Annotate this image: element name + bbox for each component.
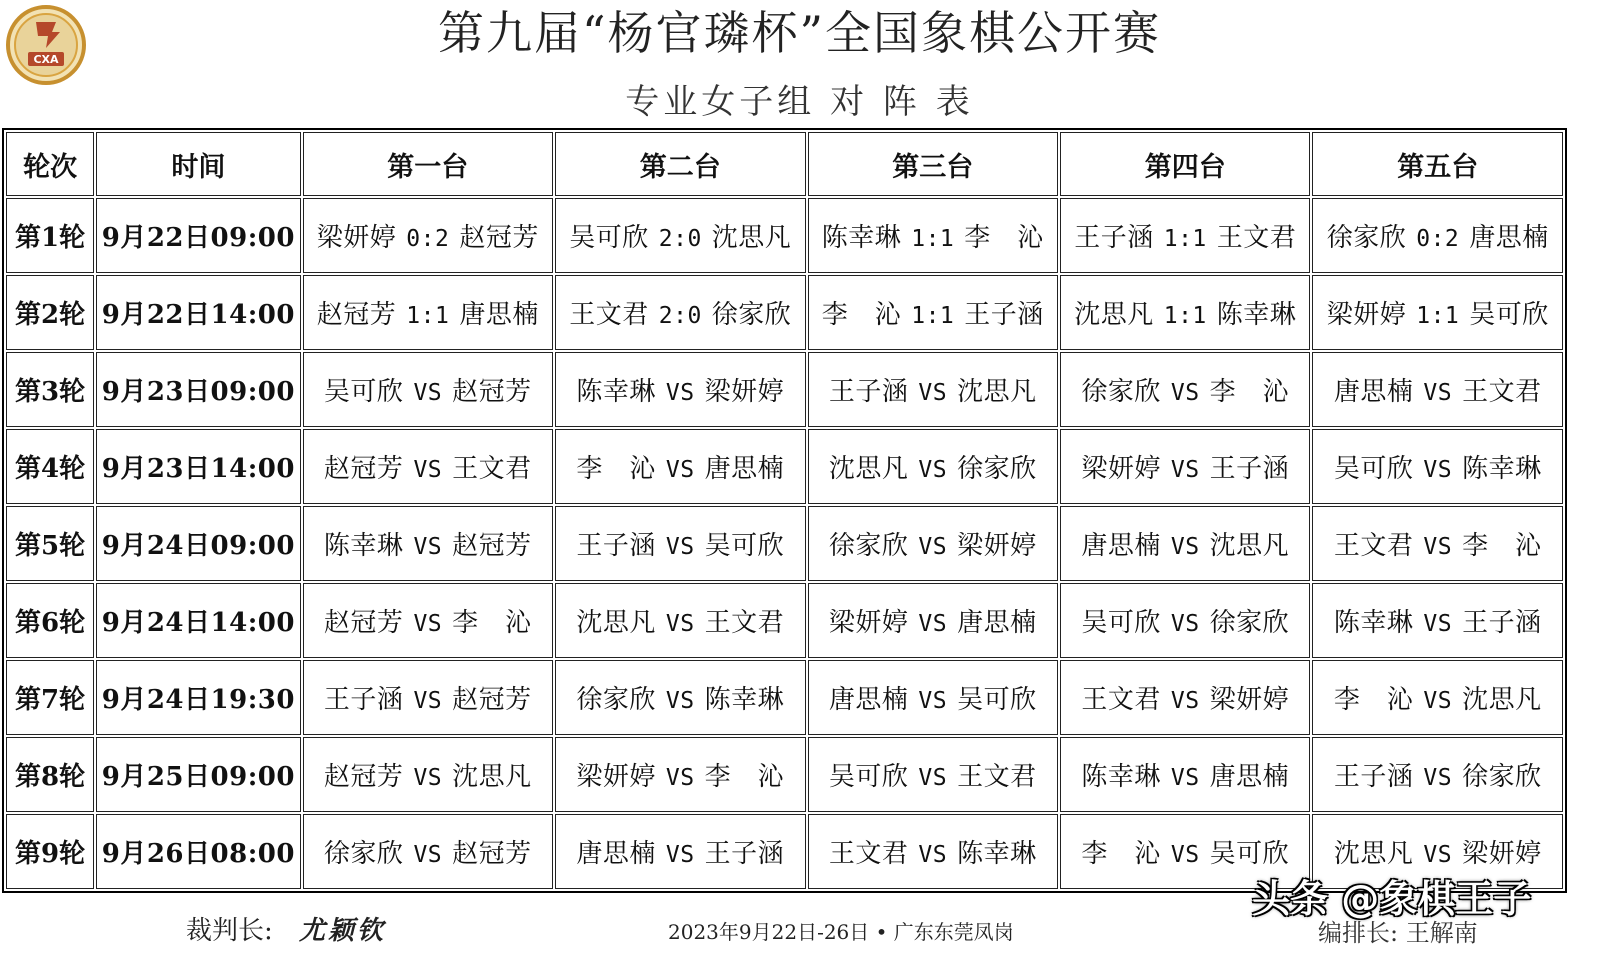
- match-score: VS: [1170, 842, 1200, 868]
- round-cell: 第7轮: [6, 660, 94, 735]
- player-b: 赵冠芳: [452, 377, 532, 407]
- player-b: 唐思楠: [1469, 223, 1549, 253]
- player-b: 沈思凡: [1209, 531, 1290, 561]
- round-cell: 第1轮: [6, 198, 94, 273]
- player-a: 王文君: [1081, 685, 1161, 715]
- match-cell: [1060, 660, 1310, 735]
- match-cell: [1312, 352, 1563, 427]
- match-score: VS: [413, 534, 443, 560]
- player-a: 李 沁: [821, 300, 902, 330]
- player-a: 徐家欣: [1326, 223, 1407, 253]
- match-score: VS: [918, 457, 948, 483]
- match-score: VS: [918, 688, 948, 714]
- match-score: 1:1: [911, 226, 955, 252]
- svg-text:CXA: CXA: [33, 53, 59, 66]
- player-b: 陈幸琳: [1216, 300, 1297, 330]
- match-cell: [555, 583, 805, 658]
- match-cell: [808, 352, 1058, 427]
- chief-referee-name: 尤颖钦: [299, 916, 387, 946]
- match-score: VS: [413, 765, 443, 791]
- player-b: 李 沁: [704, 762, 785, 792]
- match-score: VS: [413, 457, 443, 483]
- match-cell: [1312, 583, 1563, 658]
- table-row: [6, 352, 1563, 427]
- player-a: 梁妍婷: [1081, 454, 1161, 484]
- player-b: 赵冠芳: [452, 839, 532, 869]
- player-b: 唐思楠: [957, 608, 1037, 638]
- round-cell: 第6轮: [6, 583, 94, 658]
- match-cell: [1312, 275, 1563, 350]
- player-b: 李 沁: [452, 608, 532, 638]
- match-score: VS: [1170, 534, 1200, 560]
- match-score: VS: [413, 380, 443, 406]
- time-cell: 9月25日09:00: [96, 737, 300, 812]
- player-a: 陈幸琳: [821, 223, 902, 253]
- match-score: 1:1: [1163, 226, 1207, 252]
- match-cell: [1312, 198, 1563, 273]
- match-cell: [555, 814, 805, 889]
- player-b: 王子涵: [1462, 608, 1542, 638]
- header-round: 轮次: [6, 132, 94, 196]
- player-a: 唐思楠: [1081, 531, 1161, 561]
- player-a: 赵冠芳: [323, 454, 404, 484]
- player-a: 吴可欣: [1333, 454, 1414, 484]
- player-a: 陈幸琳: [323, 531, 404, 561]
- player-a: 陈幸琳: [1333, 608, 1414, 638]
- player-a: 吴可欣: [828, 762, 909, 792]
- match-cell: [1060, 429, 1310, 504]
- match-cell: [1060, 506, 1310, 581]
- match-score: VS: [1170, 380, 1200, 406]
- match-score: VS: [1170, 611, 1200, 637]
- time-cell: 9月23日09:00: [96, 352, 300, 427]
- player-a: 陈幸琳: [576, 377, 656, 407]
- player-a: 梁妍婷: [316, 223, 397, 253]
- match-cell: [1312, 737, 1563, 812]
- match-score: VS: [1423, 688, 1453, 714]
- match-cell: [303, 429, 553, 504]
- player-b: 沈思凡: [711, 223, 792, 253]
- player-b: 赵冠芳: [452, 531, 532, 561]
- player-b: 王子涵: [704, 839, 785, 869]
- match-cell: [303, 352, 553, 427]
- match-score: 0:2: [1416, 226, 1460, 252]
- header-board-2: 第二台: [555, 132, 805, 196]
- match-score: VS: [918, 611, 948, 637]
- time-cell: 9月24日19:30: [96, 660, 300, 735]
- match-cell: [1312, 429, 1563, 504]
- round-cell: 第9轮: [6, 814, 94, 889]
- time-cell: 9月26日08:00: [96, 814, 300, 889]
- match-cell: [808, 198, 1058, 273]
- match-cell: [1060, 275, 1310, 350]
- time-cell: 9月24日14:00: [96, 583, 300, 658]
- match-score: VS: [1170, 765, 1200, 791]
- round-cell: 第2轮: [6, 275, 94, 350]
- match-cell: [808, 429, 1058, 504]
- match-cell: [1312, 660, 1563, 735]
- player-b: 徐家欣: [1209, 608, 1290, 638]
- table-header-row: [6, 132, 1563, 196]
- player-b: 王文君: [704, 608, 785, 638]
- round-cell: 第5轮: [6, 506, 94, 581]
- player-b: 李 沁: [964, 223, 1044, 253]
- player-b: 陈幸琳: [957, 839, 1037, 869]
- match-cell: [303, 198, 553, 273]
- match-score: VS: [665, 380, 695, 406]
- player-a: 王文君: [569, 300, 649, 330]
- page-subtitle: 专业女子组 对 阵 表: [625, 82, 974, 122]
- player-a: 梁妍婷: [1326, 300, 1407, 330]
- player-b: 王子涵: [964, 300, 1044, 330]
- match-cell: [808, 814, 1058, 889]
- match-cell: [808, 737, 1058, 812]
- page-title: 第九届“杨官璘杯”全国象棋公开赛: [437, 6, 1162, 60]
- player-a: 沈思凡: [1333, 839, 1414, 869]
- player-b: 赵冠芳: [459, 223, 539, 253]
- header-board-3: 第三台: [808, 132, 1058, 196]
- player-a: 沈思凡: [828, 454, 909, 484]
- match-score: VS: [1423, 380, 1453, 406]
- player-b: 徐家欣: [711, 300, 792, 330]
- table-row: [6, 429, 1563, 504]
- match-score: 2:0: [658, 303, 702, 329]
- date-place: 2023年9月22日-26日 • 广东东莞凤岗: [668, 920, 1014, 944]
- player-b: 王文君: [1462, 377, 1542, 407]
- match-cell: [808, 660, 1058, 735]
- match-cell: [303, 814, 553, 889]
- time-cell: 9月23日14:00: [96, 429, 300, 504]
- match-cell: [808, 275, 1058, 350]
- match-score: VS: [665, 688, 695, 714]
- match-score: VS: [918, 380, 948, 406]
- chief-referee: [186, 910, 386, 947]
- player-b: 梁妍婷: [1209, 685, 1290, 715]
- player-a: 徐家欣: [323, 839, 404, 869]
- table-row: [6, 737, 1563, 812]
- player-a: 唐思楠: [1333, 377, 1414, 407]
- match-cell: [303, 660, 553, 735]
- player-a: 王子涵: [1333, 762, 1414, 792]
- time-cell: 9月22日09:00: [96, 198, 300, 273]
- match-score: VS: [1170, 688, 1200, 714]
- match-score: VS: [665, 842, 695, 868]
- player-b: 吴可欣: [1209, 839, 1290, 869]
- table-row: [6, 275, 1563, 350]
- player-b: 唐思楠: [704, 454, 785, 484]
- match-score: VS: [918, 842, 948, 868]
- match-cell: [303, 737, 553, 812]
- player-a: 李 沁: [1333, 685, 1414, 715]
- table-row: [6, 583, 1563, 658]
- match-score: VS: [665, 457, 695, 483]
- match-cell: [808, 506, 1058, 581]
- match-score: VS: [1423, 457, 1453, 483]
- player-b: 王子涵: [1209, 454, 1290, 484]
- match-score: VS: [918, 534, 948, 560]
- match-score: VS: [413, 842, 443, 868]
- round-cell: 第3轮: [6, 352, 94, 427]
- match-score: 2:0: [658, 226, 702, 252]
- player-a: 赵冠芳: [316, 300, 397, 330]
- header-board-5: 第五台: [1312, 132, 1563, 196]
- player-b: 吴可欣: [1469, 300, 1549, 330]
- player-a: 王子涵: [1074, 223, 1154, 253]
- schedule-table: [4, 130, 1565, 891]
- player-a: 李 沁: [1081, 839, 1161, 869]
- match-score: VS: [413, 688, 443, 714]
- player-b: 吴可欣: [957, 685, 1037, 715]
- player-a: 王子涵: [323, 685, 404, 715]
- player-a: 吴可欣: [1081, 608, 1161, 638]
- match-cell: [303, 583, 553, 658]
- player-b: 李 沁: [1209, 377, 1290, 407]
- player-a: 唐思楠: [576, 839, 656, 869]
- chief-referee-label: 裁判长:: [186, 916, 273, 946]
- player-a: 王子涵: [828, 377, 909, 407]
- player-b: 王文君: [1216, 223, 1297, 253]
- scheduler: 编排长: 王解南: [1318, 919, 1478, 947]
- table-row: [6, 660, 1563, 735]
- player-a: 王文君: [1333, 531, 1414, 561]
- match-cell: [1060, 352, 1310, 427]
- player-b: 梁妍婷: [957, 531, 1037, 561]
- match-cell: [555, 429, 805, 504]
- player-b: 王文君: [452, 454, 532, 484]
- time-cell: 9月22日14:00: [96, 275, 300, 350]
- match-score: VS: [1423, 765, 1453, 791]
- header-time: 时间: [96, 132, 300, 196]
- player-a: 徐家欣: [576, 685, 656, 715]
- match-cell: [555, 352, 805, 427]
- match-cell: [303, 275, 553, 350]
- player-a: 沈思凡: [576, 608, 656, 638]
- player-a: 李 沁: [576, 454, 656, 484]
- player-b: 王文君: [957, 762, 1037, 792]
- match-score: VS: [1170, 457, 1200, 483]
- player-a: 唐思楠: [828, 685, 909, 715]
- player-b: 唐思楠: [1209, 762, 1290, 792]
- match-cell: [1060, 198, 1310, 273]
- player-a: 陈幸琳: [1081, 762, 1161, 792]
- player-a: 王子涵: [576, 531, 656, 561]
- player-b: 沈思凡: [957, 377, 1037, 407]
- player-a: 赵冠芳: [323, 762, 404, 792]
- player-b: 吴可欣: [704, 531, 785, 561]
- match-score: VS: [665, 534, 695, 560]
- match-score: VS: [1423, 534, 1453, 560]
- player-a: 梁妍婷: [828, 608, 909, 638]
- match-score: 1:1: [1163, 303, 1207, 329]
- match-score: VS: [1423, 842, 1453, 868]
- match-score: 1:1: [911, 303, 955, 329]
- player-b: 陈幸琳: [704, 685, 785, 715]
- round-cell: 第8轮: [6, 737, 94, 812]
- match-cell: [1060, 737, 1310, 812]
- match-cell: [1060, 583, 1310, 658]
- player-a: 王文君: [828, 839, 909, 869]
- header-board-4: 第四台: [1060, 132, 1310, 196]
- player-b: 李 沁: [1462, 531, 1542, 561]
- match-score: VS: [413, 611, 443, 637]
- match-score: VS: [665, 611, 695, 637]
- player-b: 唐思楠: [459, 300, 539, 330]
- player-b: 梁妍婷: [704, 377, 785, 407]
- match-score: VS: [665, 765, 695, 791]
- table-row: [6, 506, 1563, 581]
- match-cell: [555, 506, 805, 581]
- match-cell: [303, 506, 553, 581]
- player-a: 沈思凡: [1074, 300, 1154, 330]
- match-cell: [1312, 506, 1563, 581]
- match-score: 0:2: [406, 226, 450, 252]
- player-b: 沈思凡: [1462, 685, 1542, 715]
- player-b: 徐家欣: [1462, 762, 1542, 792]
- player-a: 梁妍婷: [576, 762, 656, 792]
- player-b: 沈思凡: [452, 762, 532, 792]
- watermark: 头条 @象棋王子: [1252, 877, 1532, 921]
- player-b: 徐家欣: [957, 454, 1037, 484]
- match-cell: [555, 737, 805, 812]
- player-b: 赵冠芳: [452, 685, 532, 715]
- player-a: 吴可欣: [569, 223, 649, 253]
- match-cell: [555, 275, 805, 350]
- time-cell: 9月24日09:00: [96, 506, 300, 581]
- match-score: VS: [1423, 611, 1453, 637]
- player-a: 赵冠芳: [323, 608, 404, 638]
- player-a: 吴可欣: [323, 377, 404, 407]
- player-a: 徐家欣: [1081, 377, 1161, 407]
- player-b: 陈幸琳: [1462, 454, 1542, 484]
- header-board-1: 第一台: [303, 132, 553, 196]
- match-cell: [555, 198, 805, 273]
- player-b: 梁妍婷: [1462, 839, 1542, 869]
- match-cell: [808, 583, 1058, 658]
- player-a: 徐家欣: [828, 531, 909, 561]
- table-row: [6, 198, 1563, 273]
- round-cell: 第4轮: [6, 429, 94, 504]
- match-score: 1:1: [1416, 303, 1460, 329]
- match-score: VS: [918, 765, 948, 791]
- match-score: 1:1: [406, 303, 450, 329]
- schedule-table-frame: [2, 128, 1567, 893]
- match-cell: [555, 660, 805, 735]
